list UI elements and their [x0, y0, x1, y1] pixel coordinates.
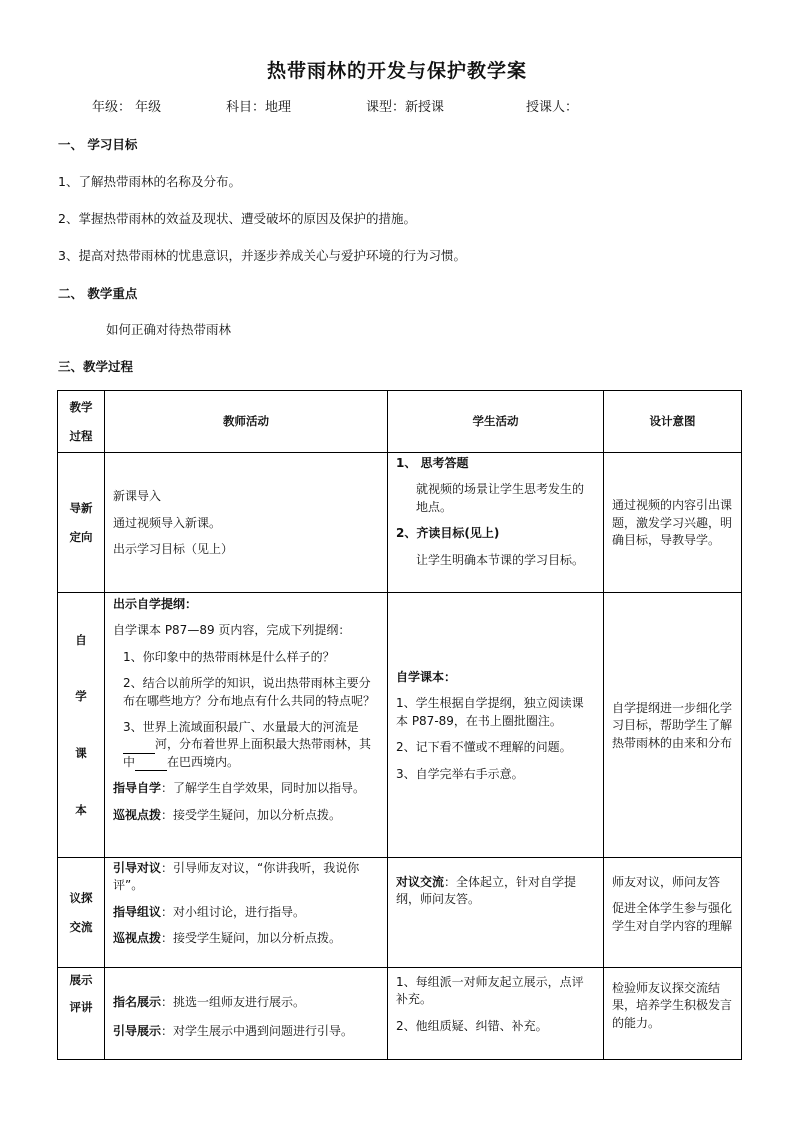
lesson-type-label: 课型：新授课: [366, 100, 445, 115]
goal-item: 1、了解热带雨林的名称及分布。: [58, 174, 241, 189]
intent-cell: 通过视频的内容引出课题，激发学习兴趣，明确目标，导教导学。: [604, 453, 742, 593]
document-title: 热带雨林的开发与保护教学案: [266, 60, 527, 82]
student-cell: 自学课本： 1、学生根据自学提纲，独立阅读课本 P87-89，在书上圈批圈注。 2、记下看不懂或不理解的问题。 3、自学完举右手示意。: [388, 593, 604, 858]
stage-cell: 议探 交流: [58, 858, 105, 968]
process-table: [57, 390, 742, 1060]
table-row: [58, 453, 742, 593]
intent-cell: 检验师友议探交流结果，培养学生积极发言的能力。: [604, 968, 742, 1060]
table-header-row: [58, 391, 742, 453]
header-student: 学生活动: [388, 391, 604, 453]
fill-blank-question: 3、世界上流域面积最广、水量最大的河流是河，分布着世界上面积最大热带雨林，其中 在巴西境内。: [113, 719, 379, 771]
teacher-label: 授课人：: [526, 100, 579, 115]
teacher-cell: 指名展示：挑选一组师友进行展示。 引导展示：对学生展示中遇到问题进行引导。: [105, 968, 388, 1060]
teacher-cell: 出示自学提纲： 自学课本 P87—89 页内容，完成下列提纲： 1、你印象中的热带雨林是什么样子的？ 2、结合以前所学的知识，说出热带雨林主要分布在哪些地方？分布地点有什么共同的特点呢？ 3、世界上流域面积最广、水量最大的河流是河，分布着世界上面积最大热带雨林，其中 在巴西境内。 指导自学：了解学生自学效果，同时加以指导。 巡视点拨：接受学生疑问，加以分析点拨。: [105, 593, 388, 858]
focus-text: 如何正确对待热带雨林: [106, 322, 232, 337]
student-cell: 1、 思考答题 就视频的场景让学生思考发生的地点。 2、齐读目标(见上) 让学生明确本节课的学习目标。: [388, 453, 604, 593]
process-heading: 三、教学过程: [58, 359, 134, 374]
intent-cell: 自学提纲进一步细化学习目标，帮助学生了解热带雨林的由来和分布: [604, 593, 742, 858]
goal-item: 3、提高对热带雨林的忧患意识，并逐步养成关心与爱护环境的行为习惯。: [58, 248, 466, 263]
header-teacher: 教师活动: [105, 391, 388, 453]
table-row: [58, 968, 742, 1060]
header-intent: 设计意图: [604, 391, 742, 453]
subject-label: 科目：地理: [226, 100, 292, 115]
stage-cell: 导新 定向: [58, 453, 105, 593]
table-row: [58, 858, 742, 968]
table-row: [58, 593, 742, 858]
stage-cell: 展示 评讲: [58, 968, 105, 1060]
stage-cell: 自 学 课 本: [58, 593, 105, 858]
grade-label: 年级： 年级: [92, 100, 162, 115]
student-cell: 对议交流：全体起立，针对自学提纲，师问友答。: [388, 858, 604, 968]
student-cell: 1、每组派一对师友起立展示，点评补充。 2、他组质疑、纠错、补充。: [388, 968, 604, 1060]
answer-blank: [123, 741, 155, 754]
header-stage: 教学 过程: [58, 391, 105, 453]
goal-item: 2、掌握热带雨林的效益及现状、遭受破坏的原因及保护的措施。: [58, 211, 416, 226]
answer-blank: [135, 758, 167, 771]
teacher-cell: 新课导入 通过视频导入新课。 出示学习目标（见上）: [105, 453, 388, 593]
intent-cell: 师友对议，师问友答 促进全体学生参与强化学生对自学内容的理解: [604, 858, 742, 968]
goals-heading: 一、 学习目标: [58, 137, 138, 152]
focus-heading: 二、 教学重点: [58, 286, 138, 301]
teacher-cell: 引导对议：引导师友对议，“你讲我听，我说你评”。 指导组议：对小组讨论，进行指导。 巡视点拨：接受学生疑问，加以分析点拨。: [105, 858, 388, 968]
